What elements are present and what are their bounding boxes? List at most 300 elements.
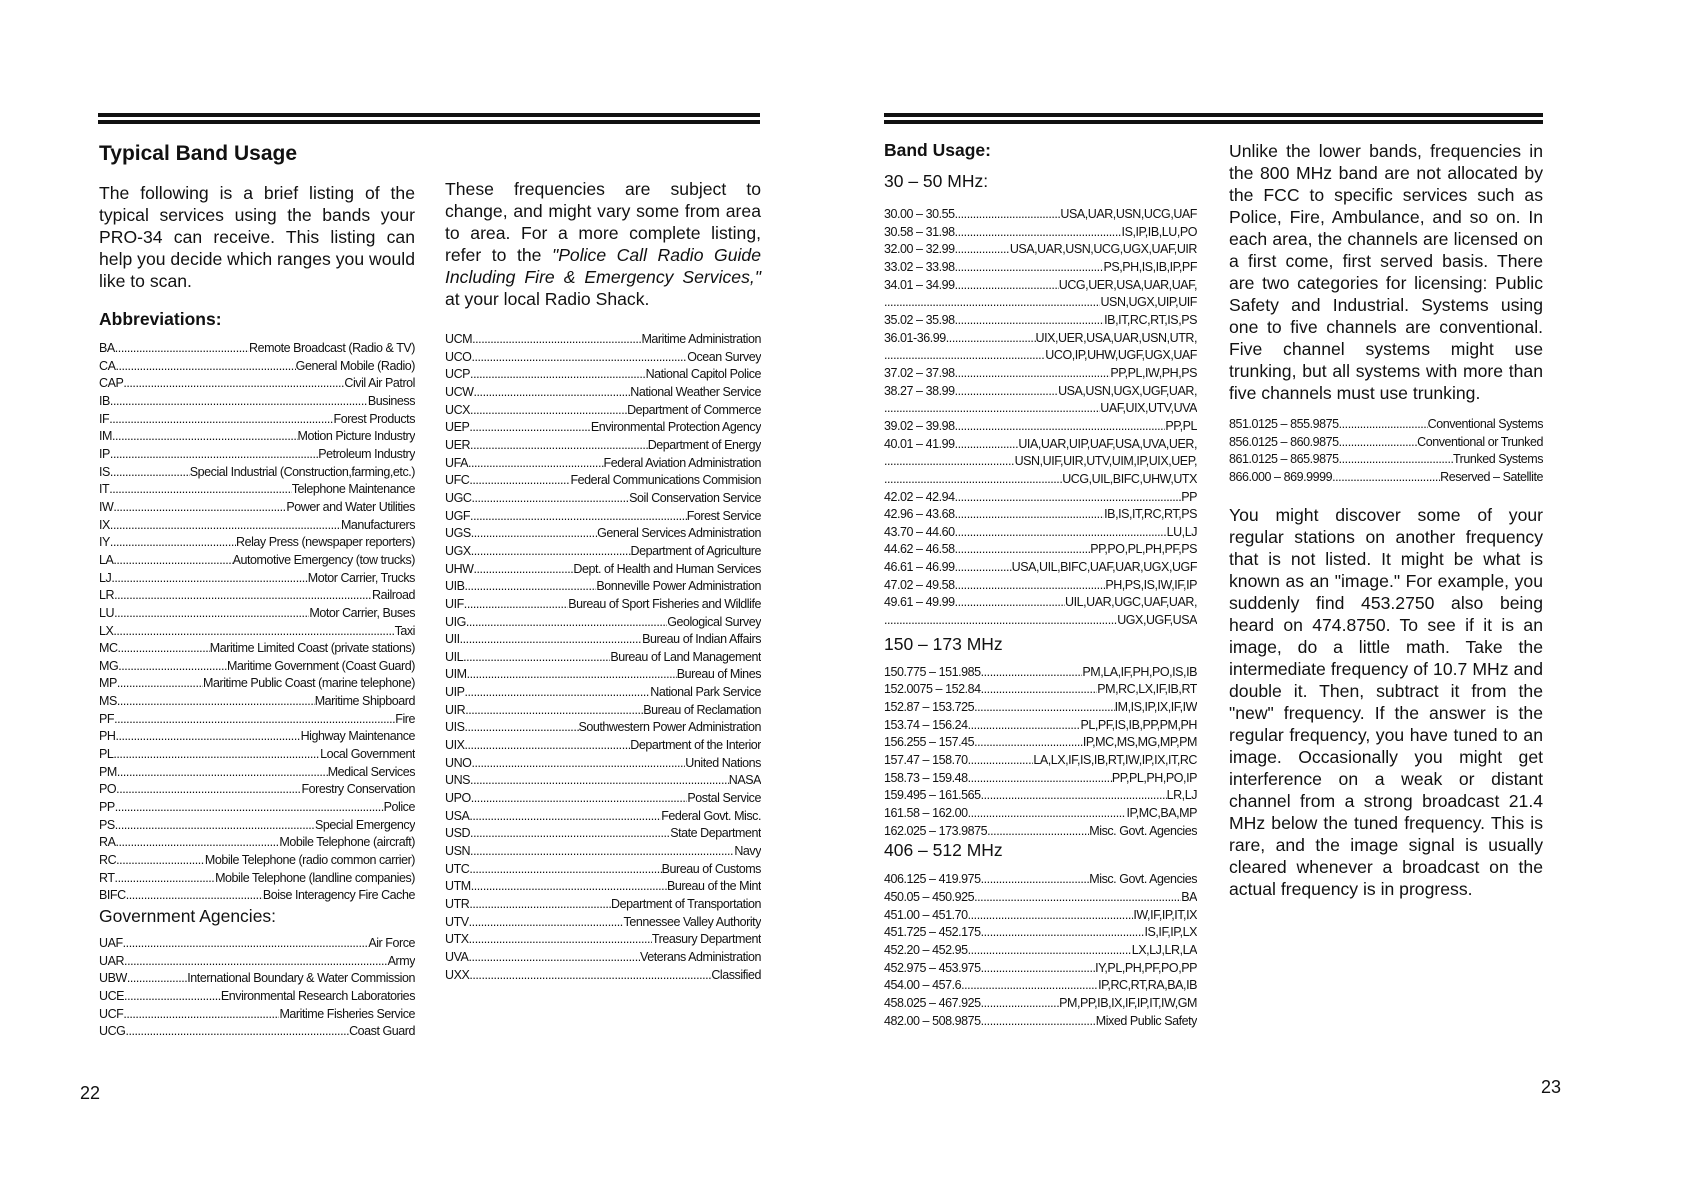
list-entry	[99, 411, 415, 429]
list-entry	[445, 825, 761, 843]
entry-label: 40.01 – 41.99	[884, 436, 955, 451]
dot-leader	[111, 570, 307, 588]
entry-label: UCE	[99, 988, 125, 1003]
dot-leader	[471, 755, 685, 773]
dot-leader	[464, 596, 568, 614]
entry-label: CA	[99, 358, 116, 373]
entry-label: 150.775 – 151.985	[884, 664, 981, 679]
list-entry	[99, 623, 415, 641]
dot-leader	[987, 823, 1089, 841]
entry-value: Army	[387, 953, 415, 968]
list-entry	[884, 541, 1197, 559]
entry-value: Conventional Systems	[1427, 417, 1543, 431]
list-entry	[884, 752, 1197, 770]
entry-value: PP,PL,IW,PH,PS	[1110, 365, 1197, 380]
dot-leader	[110, 393, 368, 411]
list-entry	[445, 666, 761, 684]
list-entry	[99, 799, 415, 817]
entry-value: IB,IT,RC,RT,IS,PS	[1104, 312, 1197, 327]
entry-label: IX	[99, 517, 110, 532]
entry-label: UCX	[445, 402, 471, 417]
list-entry	[99, 675, 415, 693]
entry-label: 158.73 – 159.48	[884, 770, 968, 785]
entry-label: UTC	[445, 861, 470, 876]
list-entry	[445, 402, 761, 420]
entry-label: UIP	[445, 685, 465, 700]
dot-leader	[470, 772, 729, 790]
entry-value: PS,PH,IS,IB,IP,PF	[1103, 259, 1197, 274]
entry-label: RC	[99, 853, 117, 868]
list-entry	[884, 960, 1197, 978]
dot-leader	[117, 693, 315, 711]
dot-leader	[471, 790, 688, 808]
entry-value: IB,IS,IT,RC,RT,PS	[1104, 507, 1197, 522]
entry-value: Boise Interagency Fire Cache	[262, 888, 415, 903]
dot-leader	[884, 453, 1015, 471]
entry-value: Forestry Conservation	[301, 782, 415, 797]
entry-label: 159.495 – 161.565	[884, 788, 981, 803]
dot-leader	[469, 967, 711, 985]
list-entry	[99, 764, 415, 782]
list-entry	[99, 711, 415, 729]
list-entry	[445, 437, 761, 455]
entry-value: UCO,IP,UHW,UGF,UGX,UAF	[1045, 348, 1197, 363]
list-entry	[99, 1006, 415, 1024]
list-entry	[884, 942, 1197, 960]
list-entry	[99, 587, 415, 605]
list-entry	[884, 400, 1197, 418]
list-entry	[884, 681, 1197, 699]
list-entry	[884, 577, 1197, 595]
entry-label: USD	[445, 826, 471, 841]
list-entry	[445, 543, 761, 561]
dot-leader	[115, 817, 315, 835]
entry-value: Reserved – Satellite	[1440, 469, 1543, 484]
dot-leader	[955, 312, 1105, 330]
dot-leader	[981, 960, 1095, 978]
entry-label: UCF	[99, 1006, 124, 1021]
entry-value: National Capitol Police	[645, 367, 761, 382]
list-entry	[99, 658, 415, 676]
list-entry	[99, 870, 415, 888]
list-entry	[445, 772, 761, 790]
entry-value: National Park Service	[650, 685, 761, 700]
entry-label: PM	[99, 764, 117, 779]
entry-value: International Boundary & Water Commission	[187, 971, 415, 986]
dot-leader	[127, 970, 187, 988]
entry-label: UIG	[445, 614, 466, 629]
list-entry	[445, 419, 761, 437]
entry-label: 39.02 – 39.98	[884, 418, 955, 433]
dot-leader	[981, 871, 1090, 889]
entry-value: Environmental Protection Agency	[590, 420, 761, 435]
list-entry	[884, 524, 1197, 542]
entry-value: PL,PF,IS,IB,PP,PM,PH	[1080, 717, 1197, 732]
entry-value: UGX,UGF,USA	[1117, 613, 1197, 628]
entry-label: UTV	[445, 914, 469, 929]
list-entry	[99, 393, 415, 411]
entry-label: UIX	[445, 738, 465, 753]
government-agencies-list	[99, 935, 415, 1041]
entry-label: 38.27 – 38.99	[884, 383, 955, 398]
list-entry	[445, 384, 761, 402]
entry-value: Taxi	[394, 623, 415, 638]
dot-leader	[474, 561, 574, 579]
entry-value: Conventional or Trunked	[1417, 434, 1543, 449]
list-entry	[99, 970, 415, 988]
dot-leader	[884, 612, 1117, 630]
list-entry	[884, 383, 1197, 401]
entry-value: Maritime Public Coast (marine telephone)	[203, 676, 415, 691]
entry-label: UFC	[445, 473, 470, 488]
entry-label: IS	[99, 464, 110, 479]
page-title: Typical Band Usage	[99, 142, 298, 165]
entry-value: Department of Commerce	[627, 402, 761, 417]
list-entry	[884, 871, 1197, 889]
dot-leader	[116, 852, 205, 870]
list-entry	[99, 340, 415, 358]
entry-value: UIX,UER,USA,UAR,USN,UTR,	[1035, 330, 1197, 345]
list-entry	[884, 1013, 1197, 1031]
dot-leader	[113, 552, 232, 570]
dot-leader	[469, 808, 661, 826]
entry-label: PF	[99, 711, 115, 726]
entry-label: PP	[99, 800, 115, 815]
entry-value: Manufacturers	[340, 517, 415, 532]
dot-leader	[110, 534, 236, 552]
left-column	[99, 142, 415, 1041]
abbreviations-list	[99, 340, 415, 905]
dot-leader	[471, 525, 597, 543]
entry-label: MG	[99, 658, 119, 673]
list-entry	[884, 489, 1197, 507]
dot-leader	[466, 614, 667, 632]
dot-leader	[468, 949, 640, 967]
dot-leader	[467, 666, 677, 684]
entry-value: Maritime Government (Coast Guard)	[227, 658, 415, 673]
entry-value: USN,UGX,UIP,UIF	[1100, 295, 1197, 310]
right-page-top-rule	[884, 113, 1543, 117]
band-406-512-heading: 406 – 512 MHz	[884, 840, 1003, 861]
entry-label: 161.58 – 162.00	[884, 806, 968, 820]
dot-leader	[955, 418, 1166, 436]
list-entry	[884, 889, 1197, 907]
list-entry	[99, 375, 415, 393]
entry-value: Local Government	[320, 747, 415, 762]
entry-value: USA,UAR,USN,UCG,UGX,UAF,UIR	[1009, 242, 1197, 257]
dot-leader	[469, 931, 652, 949]
dot-leader	[465, 719, 579, 737]
dot-leader	[981, 787, 1167, 805]
dot-leader	[884, 347, 1045, 365]
entry-value: Mixed Public Safety	[1095, 1013, 1197, 1028]
dot-leader	[469, 419, 590, 437]
entry-label: UGX	[445, 543, 471, 558]
entry-label: UGF	[445, 508, 471, 523]
list-entry	[99, 781, 415, 799]
entry-value: PP,PL,PH,PO,IP	[1111, 770, 1197, 785]
intro-paragraph: The following is a brief listing of the typical services using the bands your PRO-34 can receive. This listing can help you decide which ranges you would like to scan.	[99, 183, 415, 291]
dot-leader	[470, 402, 627, 420]
entry-value: PP	[1181, 489, 1197, 504]
list-entry	[445, 931, 761, 949]
entry-value: Power and Water Utilities	[286, 499, 415, 514]
dot-leader	[955, 383, 1058, 401]
entry-value: PM,RC,LX,IF,IB,RT	[1097, 682, 1197, 697]
list-entry	[99, 746, 415, 764]
entry-label: 406.125 – 419.975	[884, 872, 981, 887]
entry-label: UIF	[445, 596, 464, 611]
list-entry	[884, 241, 1197, 259]
dot-leader	[465, 578, 597, 596]
entry-label: 851.0125 – 855.9875	[1229, 417, 1339, 431]
list-entry	[884, 805, 1197, 823]
entry-label: 44.62 – 46.58	[884, 542, 955, 557]
list-entry	[445, 843, 761, 861]
entry-label: 458.025 – 467.925	[884, 995, 981, 1010]
entry-label: 152.87 – 153.725	[884, 700, 975, 715]
list-entry	[1229, 469, 1543, 487]
dot-leader	[1332, 469, 1440, 487]
list-entry	[1229, 434, 1543, 452]
dot-leader	[465, 702, 643, 720]
entry-label: 482.00 – 508.9875	[884, 1013, 981, 1028]
list-entry	[884, 330, 1197, 348]
entry-label: UGC	[445, 490, 472, 505]
left-page-top-rule	[98, 113, 760, 117]
entry-value: IM,IS,IP,IX,IF,IW	[1114, 700, 1197, 715]
entry-label: LA	[99, 552, 114, 567]
entry-value: Department of Agriculture	[630, 543, 761, 558]
list-entry	[445, 366, 761, 384]
entry-value: IS,IF,IP,LX	[1144, 925, 1197, 940]
dot-leader	[113, 499, 286, 517]
list-entry	[99, 817, 415, 835]
entry-value: UCG,UER,USA,UAR,UAF,	[1058, 277, 1197, 292]
entry-label: 42.96 – 43.68	[884, 507, 955, 522]
entry-value: Bureau of Customs	[661, 861, 761, 876]
entry-value: Maritime Limited Coast (private stations)	[209, 641, 415, 656]
entry-value: Bureau of the Mint	[666, 879, 761, 894]
entry-value: Forest Products	[333, 411, 415, 426]
dot-leader	[117, 675, 203, 693]
entry-label: IM	[99, 429, 112, 444]
800mhz-paragraph: Unlike the lower bands, frequencies in the 800 MHz band are not allocated by the FCC to specific services such as Police, Fire, Ambulance, and so on. In each area, the channels are licensed on a first come, first served basis. There are two categories for licensing: Public Safety and Industrial. Systems using one to five channels are conventional. Five channel systems might use trunking, but all systems with more than five channels must use trunking.	[1229, 141, 1543, 403]
entry-value: Department of Energy	[647, 437, 761, 452]
band-usage-heading: Band Usage:	[884, 140, 991, 160]
band-150-173-heading: 150 – 173 MHz	[884, 633, 1003, 654]
list-entry	[884, 787, 1197, 805]
band-30-50-list	[884, 206, 1197, 630]
list-entry	[884, 259, 1197, 277]
list-entry	[1229, 451, 1543, 469]
dot-leader	[961, 977, 1098, 995]
entry-label: UTR	[445, 897, 470, 911]
entry-value: Soil Conservation Service	[629, 490, 761, 505]
list-entry	[99, 570, 415, 588]
entry-value: IP,RC,RT,RA,BA,IB	[1098, 978, 1197, 993]
list-entry	[884, 699, 1197, 717]
dot-leader	[1339, 451, 1453, 469]
entry-label: UTM	[445, 879, 471, 894]
dot-leader	[472, 331, 641, 349]
dot-leader	[109, 411, 333, 429]
entry-value: Medical Services	[327, 764, 415, 779]
list-entry	[884, 907, 1197, 925]
list-entry	[445, 525, 761, 543]
dot-leader	[968, 805, 1127, 823]
dot-leader	[471, 490, 629, 508]
list-entry	[884, 924, 1197, 942]
dot-leader	[465, 684, 651, 702]
list-entry	[884, 471, 1197, 489]
dot-leader	[123, 935, 369, 953]
entry-label: PS	[99, 817, 115, 832]
entry-value: Veterans Administration	[640, 949, 761, 964]
list-entry	[99, 534, 415, 552]
entry-value: Forest Service	[686, 508, 761, 523]
entry-value: Federal Communications Commision	[570, 473, 761, 488]
list-entry	[1229, 416, 1543, 434]
entry-value: General Mobile (Radio)	[295, 358, 415, 373]
dot-leader	[465, 737, 631, 755]
entry-value: USN,UIF,UIR,UTV,UIM,IP,UIX,UEP,	[1014, 454, 1197, 469]
list-entry	[884, 717, 1197, 735]
entry-value: Motor Carrier, Buses	[309, 605, 415, 620]
entry-label: 30.58 – 31.98	[884, 224, 955, 239]
entry-label: 451.725 – 452.175	[884, 925, 981, 940]
entry-value: Business	[367, 393, 415, 408]
dot-leader	[470, 437, 648, 455]
dot-leader	[981, 995, 1059, 1013]
entry-value: Bonneville Power Administration	[596, 579, 761, 594]
entry-label: 450.05 – 450.925	[884, 889, 975, 904]
entry-value: Department of the Interior	[630, 738, 761, 753]
dot-leader	[974, 734, 1083, 752]
entry-label: 152.0075 – 152.84	[884, 682, 981, 697]
list-entry	[99, 446, 415, 464]
dot-leader	[955, 241, 1010, 259]
entry-label: 866.000 – 869.9999	[1229, 469, 1333, 484]
list-entry	[99, 953, 415, 971]
dot-leader	[115, 340, 249, 358]
entry-value: Misc. Govt. Agencies	[1089, 872, 1197, 887]
dot-leader	[460, 631, 642, 649]
list-entry	[884, 594, 1197, 612]
list-entry	[99, 693, 415, 711]
list-entry	[99, 728, 415, 746]
middle-column	[445, 178, 761, 984]
dot-leader	[113, 746, 320, 764]
entry-value: LU,LJ	[1166, 524, 1197, 539]
dot-leader	[955, 436, 1019, 454]
entry-value: Fire	[395, 711, 415, 726]
entry-label: 153.74 – 156.24	[884, 717, 968, 732]
entry-value: State Department	[670, 826, 761, 841]
entry-label: IP	[99, 446, 110, 461]
dot-leader	[471, 543, 631, 561]
entry-value: Civil Air Patrol	[344, 376, 415, 391]
band-800-list	[1229, 416, 1543, 487]
list-entry	[884, 995, 1197, 1013]
list-entry	[445, 896, 761, 914]
list-entry	[884, 206, 1197, 224]
dot-leader	[884, 471, 1062, 489]
entry-label: CAP	[99, 376, 124, 391]
list-entry	[884, 506, 1197, 524]
entry-value: IW,IF,IP,IT,IX	[1133, 907, 1197, 922]
agencies-list-continued	[445, 331, 761, 984]
page-number-left: 22	[80, 1083, 101, 1103]
entry-value: Maritime Administration	[641, 332, 761, 346]
entry-label: 451.00 – 451.70	[884, 907, 968, 922]
entry-label: UIL	[445, 649, 464, 664]
entry-value: Maritime Shipboard	[314, 694, 415, 709]
entry-value: Mobile Telephone (aircraft)	[279, 835, 415, 850]
entry-label: LX	[99, 623, 114, 638]
dot-leader	[115, 358, 295, 376]
entry-value: Mobile Telephone (landline companies)	[215, 870, 415, 885]
entry-value: IY,PL,PH,PF,PO,PP	[1095, 960, 1197, 975]
dot-leader	[468, 455, 604, 473]
entry-label: UPO	[445, 791, 471, 806]
entry-value: Department of Transportation	[611, 897, 761, 911]
entry-value: Coast Guard	[349, 1024, 415, 1039]
dot-leader	[469, 914, 624, 932]
entry-label: 42.02 – 42.94	[884, 489, 955, 504]
entry-label: UNS	[445, 773, 471, 788]
list-entry	[445, 561, 761, 579]
dot-leader	[955, 489, 1182, 507]
entry-label: UNO	[445, 755, 472, 770]
dot-leader	[470, 843, 734, 861]
list-entry	[445, 349, 761, 367]
list-entry	[445, 702, 761, 720]
list-entry	[884, 734, 1197, 752]
entry-label: 156.255 – 157.45	[884, 735, 975, 750]
list-entry	[884, 453, 1197, 471]
list-entry	[99, 605, 415, 623]
list-entry	[99, 517, 415, 535]
entry-value: Mobile Telephone (radio common carrier)	[204, 853, 415, 868]
entry-value: LA,LX,IF,IS,IB,RT,IW,IP,IX,IT,RC	[1033, 753, 1197, 768]
entry-label: UER	[445, 437, 471, 452]
guide-title: "Police Call Radio Guide Including Fire & Emergency Services,"	[445, 245, 761, 287]
entry-value: Maritime Fisheries Service	[279, 1006, 415, 1021]
entry-value: Bureau of Reclamation	[643, 702, 761, 717]
entry-value: USA,UAR,USN,UCG,UAF	[1060, 207, 1197, 221]
dot-leader	[124, 953, 388, 971]
list-entry	[884, 612, 1197, 630]
dot-leader	[115, 799, 384, 817]
image-paragraph: You might discover some of your regular stations on another frequency that is not listed. It might be what is known as an "image." For example, you suddenly find 453.2750 also being heard on 474.8750. To see if it is an image, do a little math. Take the intermediate frequency of 10.7 MHz and double it. Then, subtract it from the "new" frequency. If the answer is the regular frequency, you have tuned to an image. Occasionally you might get interference on a weak or distant channel from a strong broadcast 21.4 MHz below the tuned frequency. This is rare, and the image signal is usually cleared whenever a broadcast on the actual frequency is in progress.	[1229, 504, 1543, 899]
entry-value: Trunked Systems	[1452, 452, 1543, 467]
dot-leader	[115, 728, 300, 746]
entry-value: IS,IP,IB,LU,PO	[1121, 224, 1197, 239]
entry-value: IP,MC,MS,MG,MP,PM	[1082, 735, 1197, 750]
entry-label: UGS	[445, 526, 471, 541]
entry-label: UEP	[445, 420, 470, 435]
entry-value: UCG,UIL,BIFC,UHW,UTX	[1062, 471, 1197, 486]
entry-value: Air Force	[368, 936, 415, 950]
list-entry	[445, 755, 761, 773]
entry-value: PP,PL	[1165, 418, 1197, 433]
entry-value: Petroleum Industry	[318, 446, 415, 461]
list-entry	[99, 358, 415, 376]
dot-leader	[955, 524, 1167, 542]
entry-label: UCG	[99, 1024, 126, 1039]
middle-intro-paragraph	[445, 178, 761, 310]
